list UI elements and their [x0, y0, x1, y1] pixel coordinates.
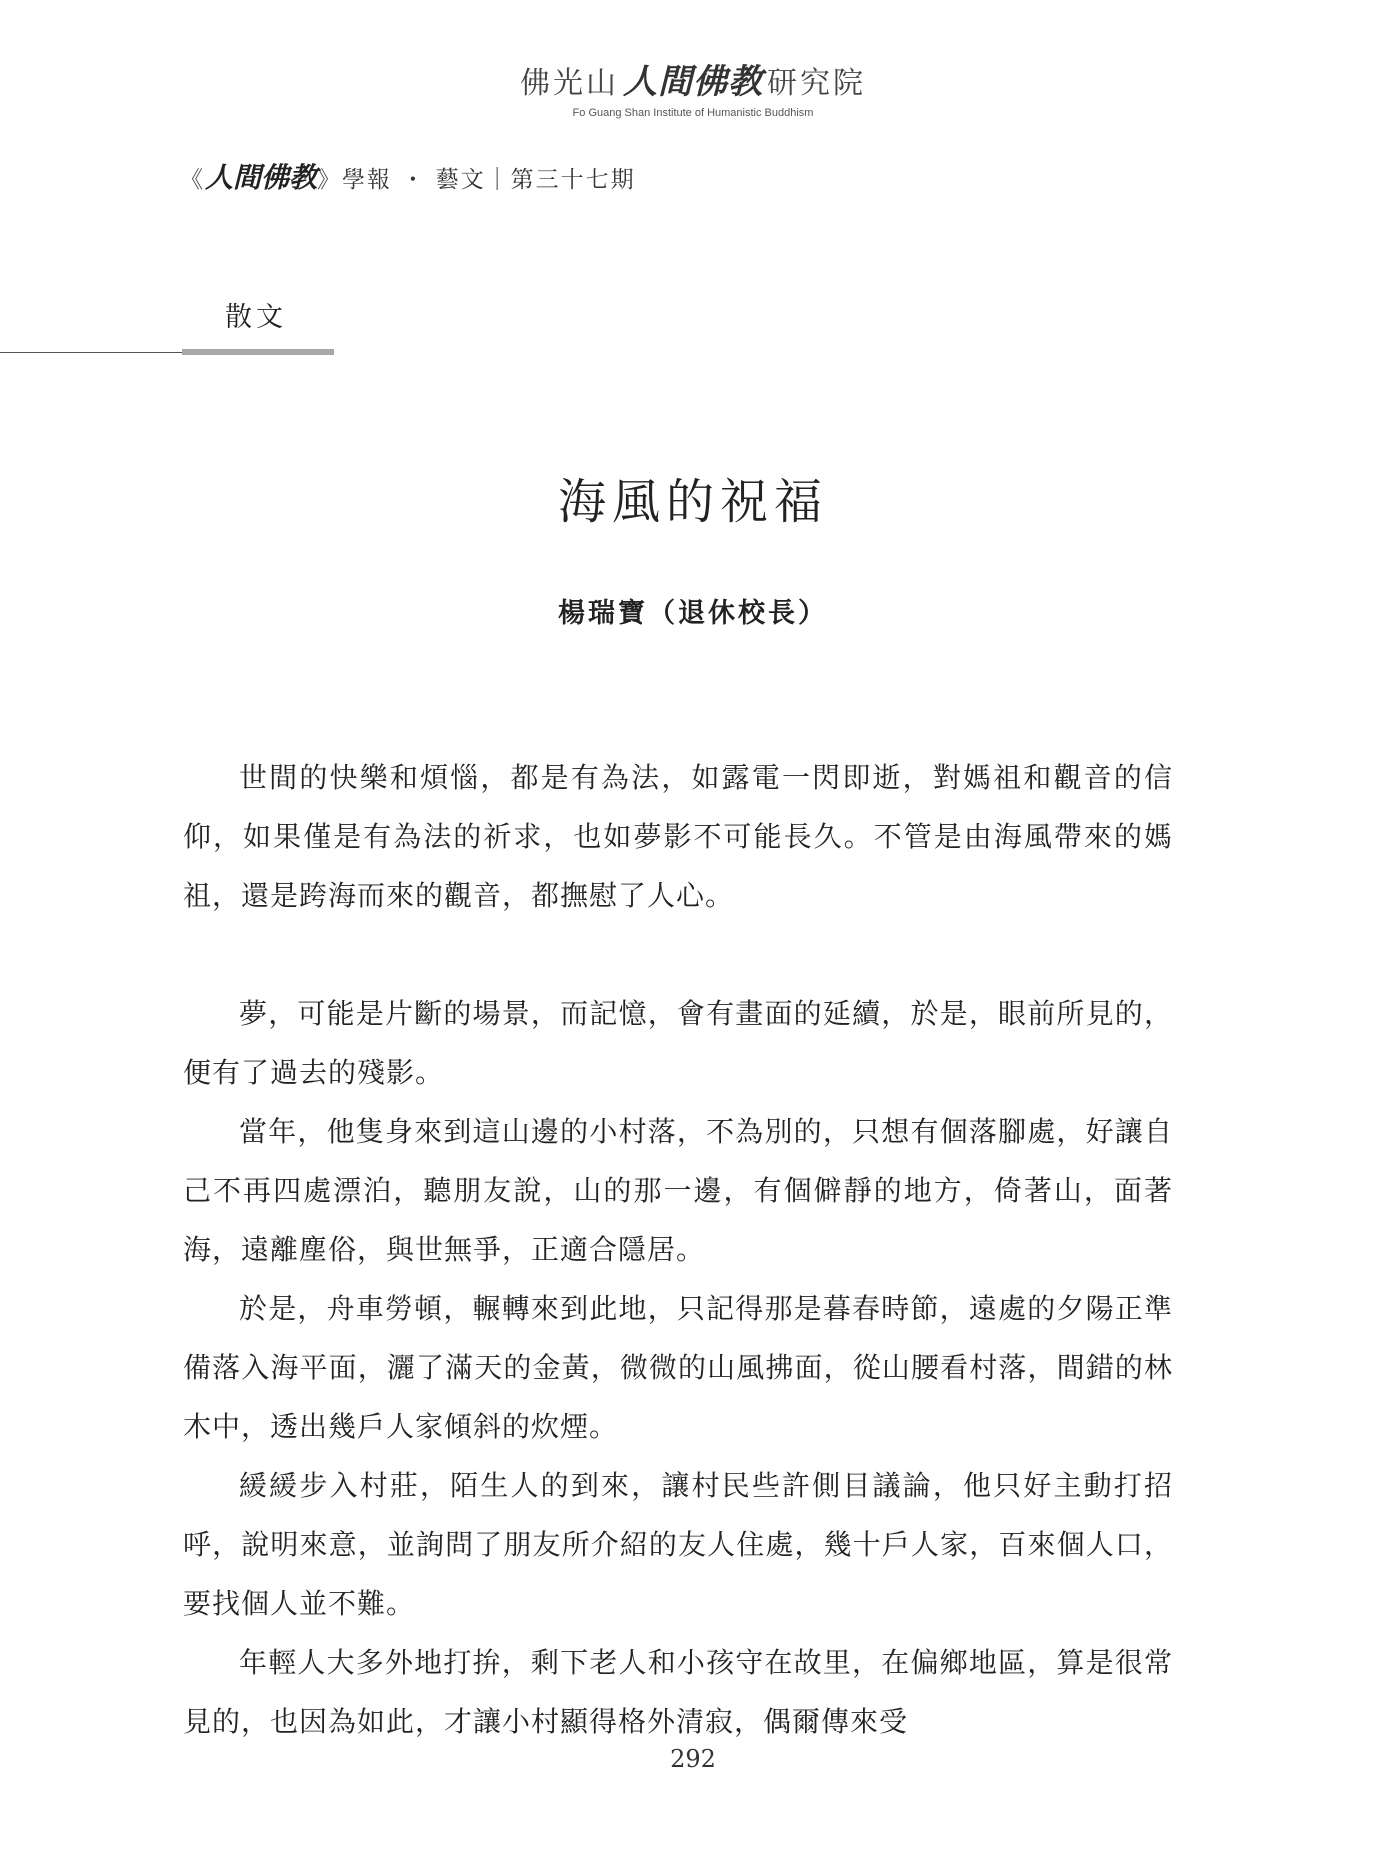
institute-name-suffix: 研究院	[767, 66, 866, 101]
journal-close-bracket: 》	[317, 167, 343, 193]
section-label: 散文	[225, 302, 287, 333]
institute-header	[0, 62, 1386, 120]
journal-header	[180, 160, 636, 198]
body-paragraph: 於是，舟車勞頓，輾轉來到此地，只記得那是暮春時節，遠處的夕陽正準備落入海平面，灑了滿天的金黃，微微的山風拂面，從山腰看村落，間錯的林木中，透出幾戶人家傾斜的炊煙。	[183, 1292, 1173, 1443]
body-paragraph: 緩緩步入村莊，陌生人的到來，讓村民些許側目議論，他只好主動打招呼，說明來意，並詢問了朋友所介紹的友人住處，幾十戶人家，百來個人口，要找個人並不難。	[183, 1469, 1173, 1620]
body-paragraph: 夢，可能是片斷的場景，而記憶，會有畫面的延續，於是，眼前所見的，便有了過去的殘影。	[183, 997, 1173, 1089]
section-divider-thin	[0, 352, 182, 353]
section-divider-thick	[182, 349, 334, 355]
journal-issue-info: 學報 ・ 藝文｜第三十七期	[342, 167, 636, 193]
article-author: 楊瑞寶（退休校長）	[558, 598, 828, 629]
journal-open-bracket: 《	[180, 167, 205, 193]
body-paragraph: 當年，他隻身來到這山邊的小村落，不為別的，只想有個落腳處，好讓自己不再四處漂泊，聽朋友說，山的那一邊，有個僻靜的地方，倚著山，面著海，遠離塵俗，與世無爭，正適合隱居。	[183, 1115, 1173, 1266]
institute-brand-logo: 人間佛教	[623, 62, 763, 102]
body-paragraph: 年輕人大多外地打拚，剩下老人和小孩守在故里，在偏鄉地區，算是很常見的，也因為如此，才讓小村顯得格外清寂，偶爾傳來受	[183, 1646, 1173, 1738]
body-paragraph: 世間的快樂和煩惱，都是有為法，如露電一閃即逝，對媽祖和觀音的信仰，如果僅是有為法的祈求，也如夢影不可能長久。不管是由海風帶來的媽祖，還是跨海而來的觀音，都撫慰了人心。	[183, 761, 1173, 912]
institute-name	[0, 62, 1386, 104]
institute-name-prefix: 佛光山	[520, 66, 619, 101]
article-body	[183, 748, 1173, 1751]
page-number: 292	[670, 1745, 716, 1773]
article-title: 海風的祝福	[557, 474, 828, 530]
journal-brand-logo: 人間佛教	[205, 161, 318, 194]
institute-name-english: Fo Guang Shan Institute of Humanistic Buddhism	[572, 107, 814, 119]
